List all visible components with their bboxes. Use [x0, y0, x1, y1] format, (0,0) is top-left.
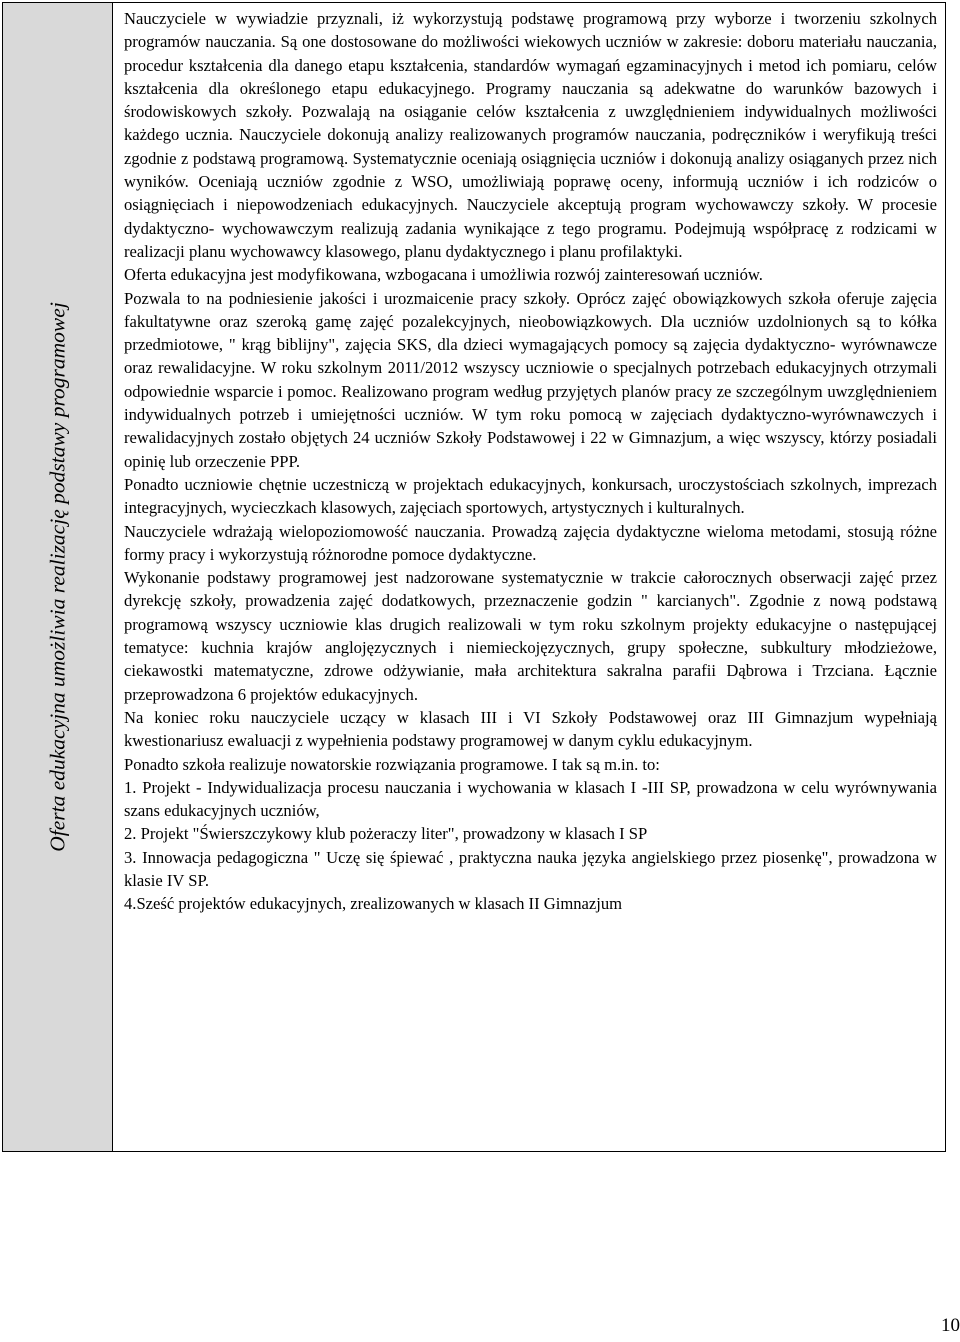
paragraph-6: Wykonanie podstawy programowej jest nadzorowane systematycznie w trakcie całorocznych obserwacji zajęć przez dyrekcję szkoły, prowadzenia zajęć dodatkowych, przeznaczenie godzin " karcianych". Zgodnie z nową podstawą programową wszyscy uczniowie klas drugich realizowali w tym roku szkolnym projekty edukacyjne o następującej tematyce: kuchnia krajów anglojęzycznych i niemieckojęzycznych, grupy społeczne, subkultury młodzieżowe, ciekawostki matematyczne, zdrowe odżywianie, mała architektura sakralna parafii Dąbrowa i Trzciana. Łącznie przeprowadzona 6 projektów edukacyjnych.	[124, 568, 937, 704]
content-table	[2, 2, 946, 1152]
list-item-2: 2. Projekt "Świerszczykowy klub pożeraczy liter", prowadzony w klasach I SP	[124, 824, 648, 844]
paragraph-1: Nauczyciele w wywiadzie przyznali, iż wykorzystują podstawę programową przy wyborze i tworzeniu szkolnych programów nauczania. Są one dostosowane do możliwości wiekowych uczniów w zakresie: doboru materiału nauczania, procedur kształcenia dla danego etapu kształcenia, standardów wymagań egzaminacyjnych i metod ich pomiaru, celów kształcenia dla określonego etapu edukacyjnego. Programy nauczania są adekwatne do warunków bazowych i środowiskowych szkoły. Pozwalają na osiąganie celów kształcenia z uwzględnieniem indywidualnych możliwości każdego ucznia. Nauczyciele dokonują analizy realizowanych programów nauczania, podręczników i weryfikują treści zgodnie z podstawą programową. Systematycznie oceniają osiągnięcia uczniów i dokonują analizy osiąganych przez nich wyników. Oceniają uczniów zgodnie z WSO, umożliwiają poprawę oceny, informują uczniów i ich rodziców o osiągnięciach i niepowodzeniach edukacyjnych. Nauczyciele akceptują program wychowawczy szkoły. W procesie dydaktyczno- wychowawczym realizują zadania wynikające z tego programu. Podejmują współpracę z rodzicami w realizacji planu wychowawcy klasowego, planu dydaktycznego i planu profilaktyki.	[124, 9, 937, 261]
paragraph-4: Ponadto uczniowie chętnie uczestniczą w projektach edukacyjnych, konkursach, uroczystościach szkolnych, imprezach integracyjnych, wycieczkach klasowych, zajęciach sportowych, artystycznych i kulturalnych.	[124, 474, 937, 518]
content-cell	[113, 3, 945, 1151]
list-item-3: 3. Innowacja pedagogiczna " Uczę się śpiewać , praktyczna nauka języka angielskiego przez piosenkę", prowadzona w klasie IV SP.	[124, 847, 937, 890]
side-label: Oferta edukacyjna umożliwia realizację podstawy programowej	[45, 302, 69, 852]
paragraph-8: Ponadto szkoła realizuje nowatorskie rozwiązania programowe. I tak są m.in. to:	[124, 754, 660, 774]
page-number: 10	[941, 1315, 960, 1336]
paragraph-2: Oferta edukacyjna jest modyfikowana, wzbogacana i umożliwia rozwój zainteresowań uczniów.	[124, 265, 763, 285]
list-item-4: 4.Sześć projektów edukacyjnych, zrealizowanych w klasach II Gimnazjum	[124, 894, 623, 914]
list-item-1: 1. Projekt - Indywidualizacja procesu nauczania i wychowania w klasach I -III SP, prowadzona w celu wyrównywania szans edukacyjnych uczniów,	[124, 777, 937, 821]
paragraph-3: Pozwala to na podniesienie jakości i urozmaicenie pracy szkoły. Oprócz zajęć obowiązkowych szkoła oferuje zajęcia fakultatywne oraz szeroką gamę zajęć pozalekcyjnych, nieobowiązkowych. Dla uczniów uzdolnionych są to kółka przedmiotowe, " krąg biblijny", zajęcia SKS, dla dzieci wymagających pomocy są zajęcia dydaktyczno- wyrównawcze oraz rewalidacyjne. W roku szkolnym 2011/2012 wszyscy uczniowie o specjalnych potrzebach edukacyjnych otrzymali odpowiednie wsparcie i pomoc. Realizowano program według przyjętych planów pracy ze szczególnym uwzględnieniem indywidualnych potrzeb i umiejętności uczniów. W tym roku pomocą w zajęciach dydaktyczno-wyrównawczych i rewalidacyjnych zostało objętych 24 uczniów Szkoły Podstawowej i 22 w Gimnazjum, a więc wszyscy, którzy posiadali opinię lub orzeczenie PPP.	[124, 288, 937, 471]
paragraph-5: Nauczyciele wdrażają wielopoziomowość nauczania. Prowadzą zajęcia dydaktyczne wieloma metodami, stosują różne formy pracy i wykorzystują różnorodne pomoce dydaktyczne.	[124, 521, 937, 564]
side-header-cell	[3, 3, 113, 1151]
paragraph-7: Na koniec roku nauczyciele uczący w klasach III i VI Szkoły Podstawowej oraz III Gimnazjum wypełniają kwestionariusz ewaluacji z wypełnienia podstawy programowej w danym cyklu edukacyjnym.	[124, 707, 937, 751]
